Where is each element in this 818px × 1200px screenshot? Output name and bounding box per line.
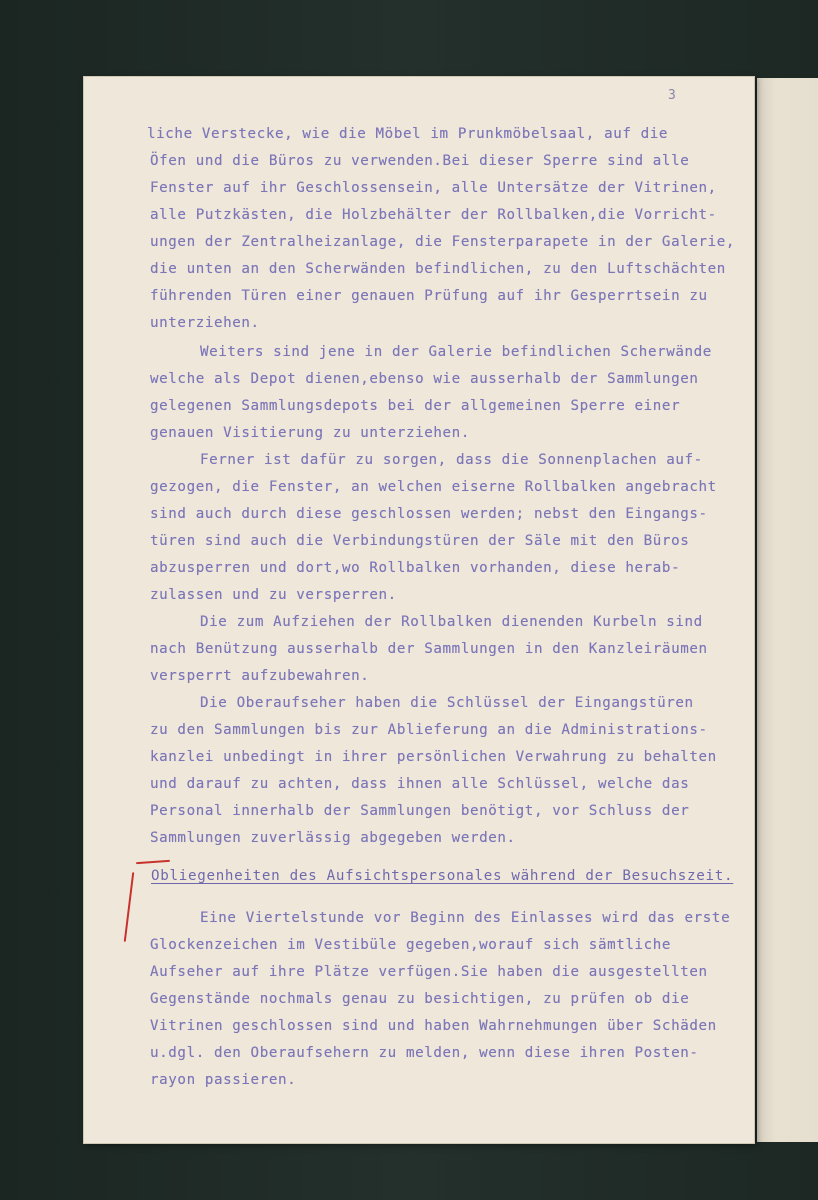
text-line: und darauf zu achten, dass ihnen alle Schlüssel, welche das bbox=[150, 776, 690, 792]
text-line: Eine Viertelstunde vor Beginn des Einlasses wird das erste bbox=[200, 910, 731, 926]
text-line: Öfen und die Büros zu verwenden.Bei dieser Sperre sind alle bbox=[150, 153, 690, 169]
text-line: zu den Sammlungen bis zur Ablieferung an die Administrations- bbox=[150, 722, 708, 738]
text-line: Gegenstände nochmals genau zu besichtigen, zu prüfen ob die bbox=[150, 991, 690, 1007]
text-line: Die Oberaufseher haben die Schlüssel der Eingangstüren bbox=[200, 695, 694, 711]
text-line: ungen der Zentralheizanlage, die Fensterparapete in der Galerie, bbox=[150, 234, 736, 250]
text-line: Ferner ist dafür zu sorgen, dass die Sonnenplachen auf- bbox=[200, 452, 703, 468]
text-line: abzusperren und dort,wo Rollbalken vorhanden, diese herab- bbox=[150, 560, 681, 576]
text-line: gezogen, die Fenster, an welchen eiserne Rollbalken angebracht bbox=[150, 479, 717, 495]
text-line: welche als Depot dienen,ebenso wie ausserhalb der Sammlungen bbox=[150, 371, 699, 387]
text-line: unterziehen. bbox=[150, 315, 260, 331]
text-line: liche Verstecke, wie die Möbel im Prunkmöbelsaal, auf die bbox=[147, 126, 669, 142]
text-line: türen sind auch die Verbindungstüren der Säle mit den Büros bbox=[150, 533, 690, 549]
text-line: Die zum Aufziehen der Rollbalken dienenden Kurbeln sind bbox=[200, 614, 703, 630]
text-line: alle Putzkästen, die Holzbehälter der Rollbalken,die Vorricht- bbox=[150, 207, 717, 223]
text-line: Sammlungen zuverlässig abgegeben werden. bbox=[150, 830, 516, 846]
text-line: Weiters sind jene in der Galerie befindlichen Scherwände bbox=[200, 344, 712, 360]
text-line: kanzlei unbedingt in ihrer persönlichen Verwahrung zu behalten bbox=[150, 749, 717, 765]
text-line: nach Benützung ausserhalb der Sammlungen in den Kanzleiräumen bbox=[150, 641, 708, 657]
section-heading: Obliegenheiten des Aufsichtspersonales während der Besuchszeit. bbox=[151, 868, 734, 884]
text-line: zulassen und zu versperren. bbox=[150, 587, 397, 603]
text-line: gelegenen Sammlungsdepots bei der allgemeinen Sperre einer bbox=[150, 398, 681, 414]
text-line: Personal innerhalb der Sammlungen benötigt, vor Schluss der bbox=[150, 803, 690, 819]
text-line: Fenster auf ihr Geschlossensein, alle Untersätze der Vitrinen, bbox=[150, 180, 717, 196]
text-line: versperrt aufzubewahren. bbox=[150, 668, 370, 684]
text-line: sind auch durch diese geschlossen werden; nebst den Eingangs- bbox=[150, 506, 708, 522]
text-line: u.dgl. den Oberaufsehern zu melden, wenn diese ihren Posten- bbox=[150, 1045, 699, 1061]
text-line: die unten an den Scherwänden befindlichen, zu den Luftschächten bbox=[150, 261, 726, 277]
text-line: Vitrinen geschlossen sind und haben Wahrnehmungen über Schäden bbox=[150, 1018, 717, 1034]
text-line: führenden Türen einer genauen Prüfung auf ihr Gesperrtsein zu bbox=[150, 288, 708, 304]
text-line: rayon passieren. bbox=[150, 1072, 297, 1088]
page-number: 3 bbox=[668, 88, 677, 103]
text-line: genauen Visitierung zu unterziehen. bbox=[150, 425, 470, 441]
text-line: Aufseher auf ihre Plätze verfügen.Sie haben die ausgestellten bbox=[150, 964, 708, 980]
next-page-edge bbox=[757, 78, 818, 1142]
text-line: Glockenzeichen im Vestibüle gegeben,worauf sich sämtliche bbox=[150, 937, 672, 953]
